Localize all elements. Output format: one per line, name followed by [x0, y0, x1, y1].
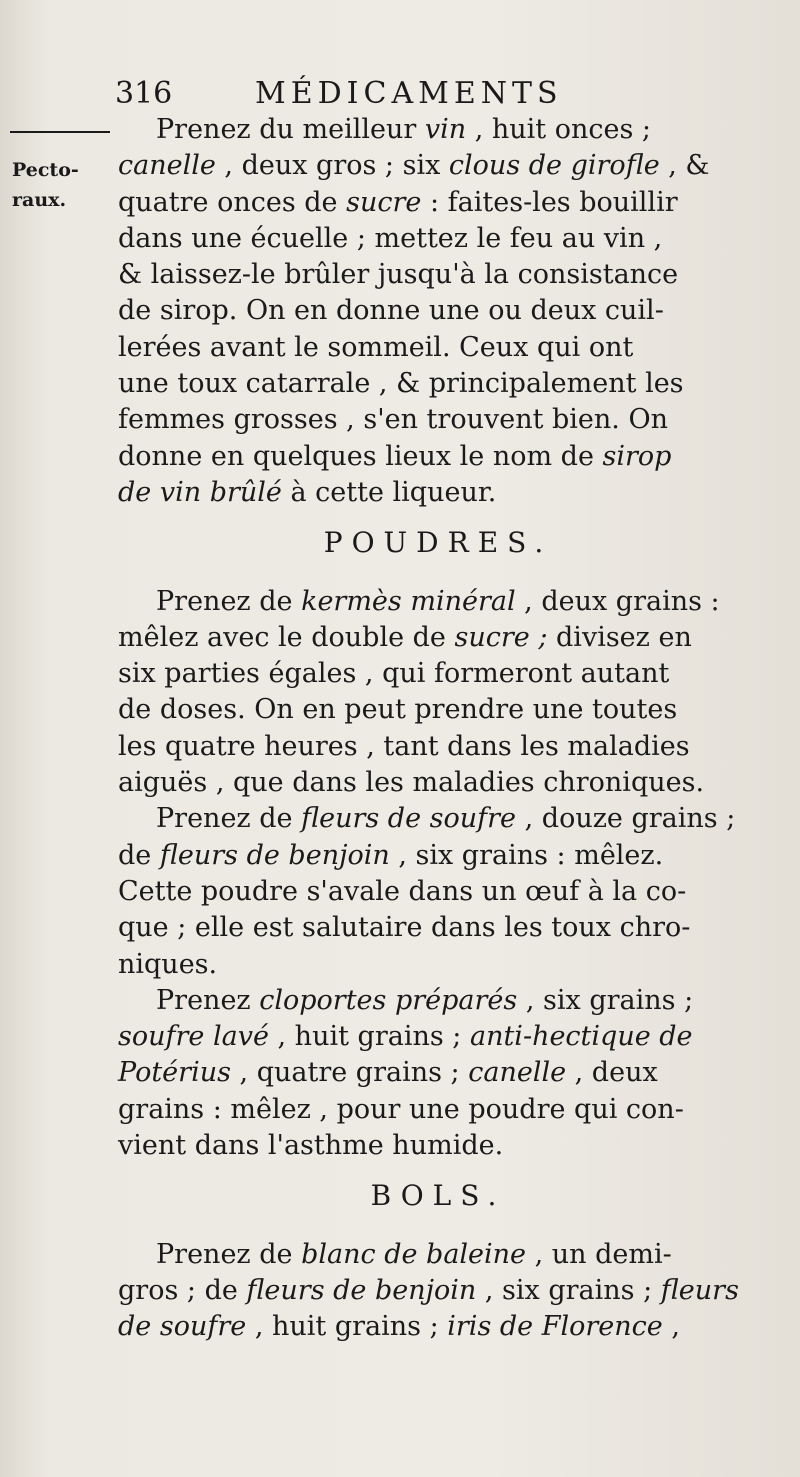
- text-line: vient dans l'asthme humide.: [118, 1130, 504, 1162]
- margin-note: [12, 155, 107, 215]
- margin-note-line: Pecto-: [12, 159, 79, 181]
- text-line: quatre onces de sucre : faites-les bouillir: [118, 186, 678, 218]
- text-line: dans une écuelle ; mettez le feu au vin ,: [118, 222, 663, 254]
- text-line: une toux catarrale , & principalement les: [118, 368, 684, 400]
- text-line: Prenez cloportes préparés , six grains ;: [156, 984, 694, 1016]
- text-line: donne en quelques lieux le nom de sirop: [118, 440, 672, 472]
- running-title: MÉDICAMENTS: [255, 76, 563, 111]
- text-line: Prenez de fleurs de soufre , douze grains ;: [156, 803, 736, 835]
- text-line: Potérius , quatre grains ; canelle , deux: [118, 1057, 658, 1089]
- text-line: niques.: [118, 948, 218, 980]
- text-line: de sirop. On en donne une ou deux cuil-: [118, 295, 664, 327]
- page-header: [115, 76, 635, 116]
- section-heading-poudres: POUDRES.: [323, 526, 553, 560]
- text-line: les quatre heures , tant dans les maladies: [118, 730, 690, 762]
- text-line: canelle , deux gros ; six clous de girofle , &: [118, 150, 710, 182]
- text-line: de fleurs de benjoin , six grains : mêlez.: [118, 839, 664, 871]
- text-line: & laissez-le brûler jusqu'à la consistance: [118, 259, 679, 291]
- text-line: grains : mêlez , pour une poudre qui con-: [118, 1093, 684, 1125]
- text-line: de soufre , huit grains ; iris de Florence ,: [118, 1311, 680, 1343]
- text-line: lerées avant le sommeil. Ceux qui ont: [118, 331, 634, 363]
- section-heading-bols: BOLS.: [370, 1179, 506, 1213]
- text-line: gros ; de fleurs de benjoin , six grains ; fleurs: [118, 1274, 739, 1306]
- page-number: 316: [115, 76, 173, 111]
- text-line: mêlez avec le double de sucre ; divisez en: [118, 621, 692, 653]
- section-rule: [10, 131, 110, 133]
- body-text: [118, 112, 758, 1346]
- text-line: femmes grosses , s'en trouvent bien. On: [118, 404, 668, 436]
- text-line: aiguës , que dans les maladies chroniques.: [118, 767, 705, 799]
- text-line: Prenez de blanc de baleine , un demi-: [156, 1238, 672, 1270]
- text-line: Prenez du meilleur vin , huit onces ;: [156, 114, 651, 145]
- text-line: Cette poudre s'avale dans un œuf à la co-: [118, 875, 687, 907]
- text-line: soufre lavé , huit grains ; anti-hectique de: [118, 1021, 693, 1053]
- text-line: Prenez de kermès minéral , deux grains :: [156, 585, 720, 617]
- text-line: six parties égales , qui formeront autant: [118, 658, 670, 690]
- text-line: que ; elle est salutaire dans les toux chro-: [118, 912, 691, 944]
- text-line: de doses. On en peut prendre une toutes: [118, 694, 678, 726]
- text-line: de vin brûlé à cette liqueur.: [118, 476, 497, 508]
- margin-note-line: raux.: [12, 189, 67, 211]
